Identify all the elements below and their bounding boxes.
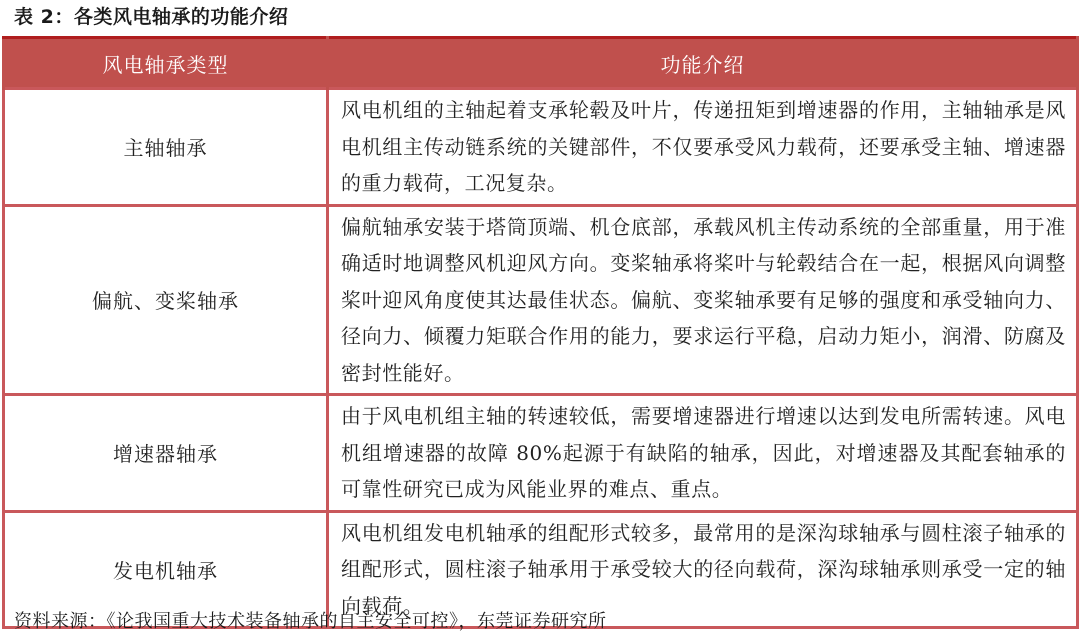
bearing-type-cell: 发电机轴承 [4,511,328,628]
bearing-type-cell: 增速器轴承 [4,395,328,512]
function-description-cell: 风电机组发电机轴承的组配形式较多，最常用的是深沟球轴承与圆柱滚子轴承的组配形式，圆柱滚子轴承用于承受较大的径向载荷，深沟球轴承则承受一定的轴向载荷。 [328,511,1078,628]
table-caption: 表 2：各类风电轴承的功能介绍 [14,6,289,28]
function-description-cell: 风电机组的主轴起着支承轮毂及叶片，传递扭矩到增速器的作用，主轴轴承是风电机组主传动链系统的关键部件，不仅要承受风力载荷，还要承受主轴、增速器的重力载荷，工况复杂。 [328,89,1078,206]
bearing-type-cell: 主轴轴承 [4,89,328,206]
header-bearing-type: 风电轴承类型 [4,38,328,89]
header-function-intro: 功能介绍 [328,38,1078,89]
table-row [4,395,1078,512]
source-note: 资料来源：《论我国重大技术装备轴承的自主安全可控》，东莞证券研究所 [14,611,607,632]
table-header [4,38,1078,89]
bearing-function-table-container [2,36,1076,629]
bearing-type-cell: 偏航、变桨轴承 [4,205,328,395]
header-row [4,38,1078,89]
table-body [4,89,1078,628]
table-row [4,89,1078,206]
bearing-function-table [2,36,1079,629]
function-description-cell: 由于风电机组主轴的转速较低，需要增速器进行增速以达到发电所需转速。风电机组增速器的故障 80%起源于有缺陷的轴承，因此，对增速器及其配套轴承的可靠性研究已成为风能业界的难点、重点。 [328,395,1078,512]
function-description-cell: 偏航轴承安装于塔筒顶端、机仓底部，承载风机主传动系统的全部重量，用于准确适时地调整风机迎风方向。变桨轴承将桨叶与轮毂结合在一起，根据风向调整桨叶迎风角度使其达最佳状态。偏航、变桨轴承要有足够的强度和承受轴向力、径向力、倾覆力矩联合作用的能力，要求运行平稳，启动力矩小，润滑、防腐及密封性能好。 [328,205,1078,395]
table-row [4,205,1078,395]
